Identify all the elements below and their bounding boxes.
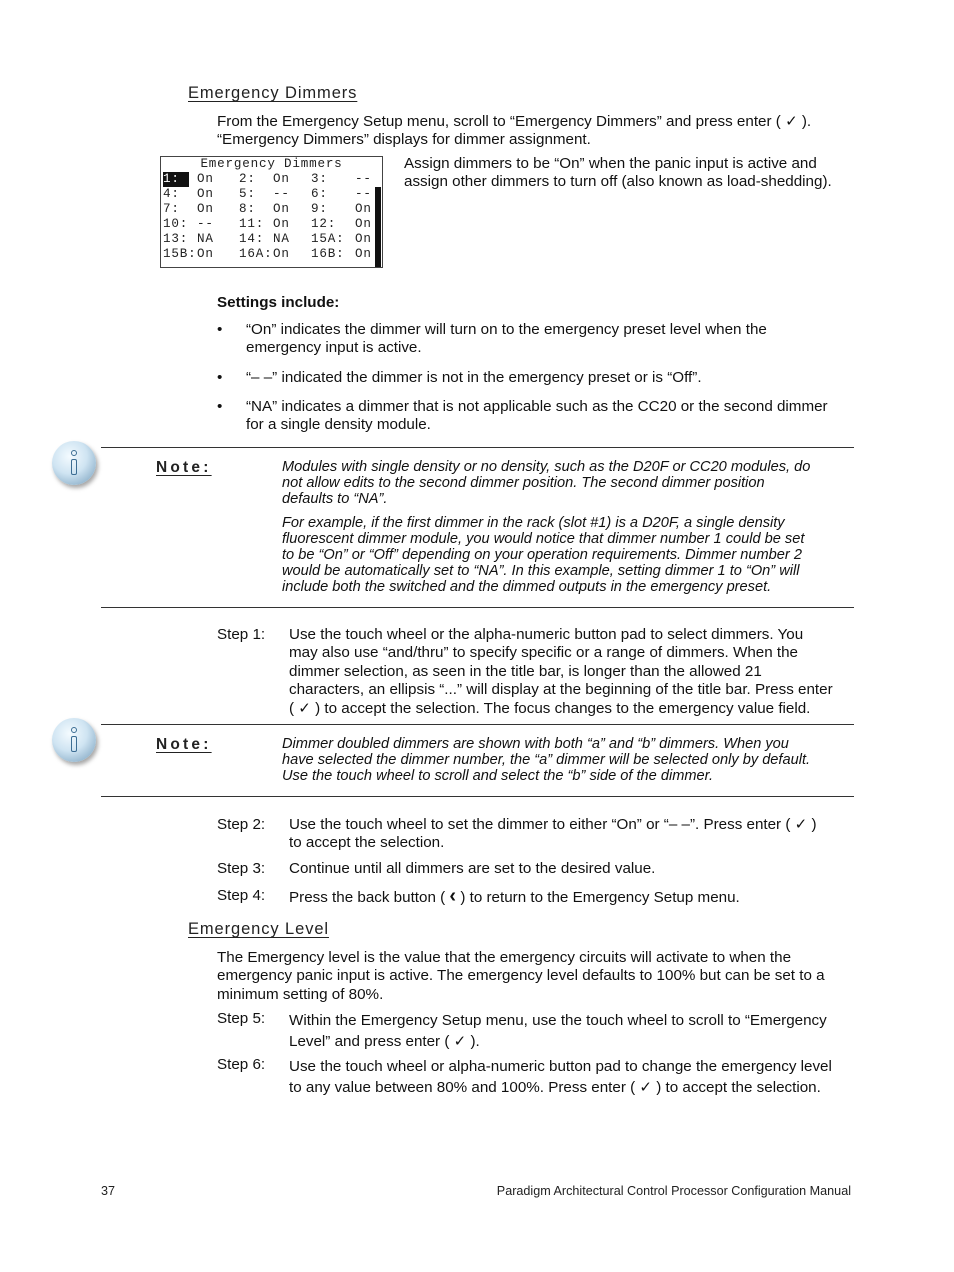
lcd-dimmer-number: 3: xyxy=(311,172,328,186)
enter-check-icon: ✓ xyxy=(785,113,798,130)
step-label: Step 5: xyxy=(217,1010,266,1027)
lcd-dimmer-value: On xyxy=(197,202,214,216)
info-icon xyxy=(52,718,96,762)
intro-paragraph: From the Emergency Setup menu, scroll to “Emergency Dimmers” and press enter ( ✓ ). “Emergency Dimmers” displays for dimmer assignment. xyxy=(217,113,812,149)
lcd-dimmer-value: On xyxy=(197,247,214,261)
note-text: Modules with single density or no density, such as the D20F or CC20 modules, do not allow edits to the second dimmer position. The second dimmer position defaults to “NA”. For example, if the first dimmer in the rack (slot #1) is a D20F, a single density fluorescent dimmer module, you would notice that dimmer number 1 could be set to be “On” or “Off” depending on your operation requirements. Dimmer number 2 would be automatically set to “NA”. In this example, setting dimmer 1 to “On” will include both the switched and the dimmed outputs in the emergency preset. xyxy=(282,459,811,595)
lcd-dimmer-number: 10: xyxy=(163,217,189,231)
step-text: Use the touch wheel or the alpha-numeric button pad to select dimmers. You may also use “and/thru” to specify specific or a range of dimmers. When the dimmer selection, as seen in the title bar, is longer than the allowed 21 characters, an ellipsis “...” will display at the beginning of the title bar. Press enter ( ✓ ) to accept the selection. The focus changes to the emergency value field. xyxy=(289,626,833,717)
enter-check-icon: ✓ xyxy=(794,816,808,833)
lcd-dimmer-value: On xyxy=(273,172,290,186)
step-label: Step 6: xyxy=(217,1056,266,1073)
lcd-title: Emergency Dimmers xyxy=(200,157,343,171)
bullet-marker: • xyxy=(217,369,223,386)
note-divider-top xyxy=(101,724,854,725)
list-item: “On” indicates the dimmer will turn on to the emergency preset level when the emergency input is active. xyxy=(246,321,767,357)
lcd-dimmer-value: On xyxy=(273,247,290,261)
enter-check-icon: ✓ xyxy=(453,1033,467,1050)
lcd-dimmer-number: 6: xyxy=(311,187,328,201)
bullet-marker: • xyxy=(217,321,223,338)
lcd-dimmer-number: 16A: xyxy=(239,247,273,261)
step-text: Use the touch wheel or alpha-numeric button pad to change the emergency level to any value between 80% and 100%. Press enter ( ✓ ) to accept the selection. xyxy=(289,1058,832,1096)
lcd-dimmer-value: -- xyxy=(197,217,214,231)
lcd-dimmer-number: 15A: xyxy=(311,232,345,246)
lcd-dimmer-value: On xyxy=(355,232,372,246)
note-divider-top xyxy=(101,447,854,448)
lcd-display xyxy=(160,156,383,268)
step-text: Within the Emergency Setup menu, use the touch wheel to scroll to “Emergency Level” and press enter ( ✓ ). xyxy=(289,1012,827,1050)
lcd-dimmer-number: 7: xyxy=(163,202,180,216)
lcd-dimmer-number: 8: xyxy=(239,202,256,216)
lcd-dimmer-value: On xyxy=(197,172,214,186)
step-label: Step 2: xyxy=(217,816,266,833)
note-divider-bottom xyxy=(101,607,854,608)
lcd-dimmer-value: -- xyxy=(273,187,290,201)
lcd-dimmer-number: 4: xyxy=(163,187,180,201)
emergency-level-paragraph: The Emergency level is the value that the emergency circuits will activate to when the emergency panic input is active. The emergency level defaults to 100% but can be set to a minimum setting of 80%. xyxy=(217,949,825,1003)
step-text: Use the touch wheel to set the dimmer to either “On” or “– –”. Press enter ( ✓ ) to accept the selection. xyxy=(289,816,817,852)
note-label: Note: xyxy=(156,459,212,476)
list-item: “NA” indicates a dimmer that is not applicable such as the CC20 or the second dimmer for a single density module. xyxy=(246,398,828,434)
lcd-dimmer-number: 1: xyxy=(163,172,189,187)
lcd-dimmer-value: -- xyxy=(355,172,372,186)
bullet-marker: • xyxy=(217,398,223,415)
step-label: Step 3: xyxy=(217,860,266,877)
lcd-dimmer-number: 5: xyxy=(239,187,256,201)
lcd-dimmer-value: On xyxy=(355,247,372,261)
back-chevron-icon: ‹ xyxy=(449,885,457,907)
lcd-dimmer-number: 16B: xyxy=(311,247,345,261)
list-item: “– –” indicated the dimmer is not in the emergency preset or is “Off”. xyxy=(246,369,702,386)
note-divider-bottom xyxy=(101,796,854,797)
step-label: Step 4: xyxy=(217,887,266,904)
section-heading-emergency-level: Emergency Level xyxy=(188,920,329,938)
step-label: Step 1: xyxy=(217,626,266,643)
lcd-dimmer-value: NA xyxy=(197,232,214,246)
footer-title: Paradigm Architectural Control Processor Configuration Manual xyxy=(496,1184,851,1198)
lcd-dimmer-value: -- xyxy=(355,187,372,201)
lcd-dimmer-number: 13: xyxy=(163,232,189,246)
info-icon xyxy=(52,441,96,485)
enter-check-icon: ✓ xyxy=(298,699,311,717)
lcd-dimmer-number: 15B: xyxy=(163,247,197,261)
note-label: Note: xyxy=(156,736,212,753)
lcd-dimmer-number: 14: xyxy=(239,232,265,246)
lcd-dimmer-value: NA xyxy=(273,232,290,246)
note-text: Dimmer doubled dimmers are shown with both “a” and “b” dimmers. When you have selected the dimmer number, the “a” dimmer will be selected only by default. Use the touch wheel to scroll and select the “b” side of the dimmer. xyxy=(282,736,811,784)
lcd-dimmer-number: 11: xyxy=(239,217,265,231)
page-number: 37 xyxy=(101,1184,116,1198)
step-text: Press the back button ( ‹ ) to return to the Emergency Setup menu. xyxy=(289,885,740,907)
lcd-dimmer-number: 2: xyxy=(239,172,256,186)
lcd-dimmer-value: On xyxy=(355,202,372,216)
enter-check-icon: ✓ xyxy=(639,1079,652,1096)
lcd-dimmer-value: On xyxy=(355,217,372,231)
lcd-dimmer-number: 12: xyxy=(311,217,337,231)
lcd-dimmer-value: On xyxy=(273,217,290,231)
section-heading-emergency-dimmers: Emergency Dimmers xyxy=(188,84,358,102)
lcd-dimmer-number: 9: xyxy=(311,202,328,216)
step-text: Continue until all dimmers are set to the desired value. xyxy=(289,860,656,877)
lcd-dimmer-value: On xyxy=(273,202,290,216)
settings-heading: Settings include: xyxy=(217,294,340,311)
lcd-scrollbar xyxy=(375,187,381,267)
lcd-dimmer-value: On xyxy=(197,187,214,201)
assign-paragraph: Assign dimmers to be “On” when the panic input is active and assign other dimmers to turn off (also known as load-shedding). xyxy=(404,155,832,191)
